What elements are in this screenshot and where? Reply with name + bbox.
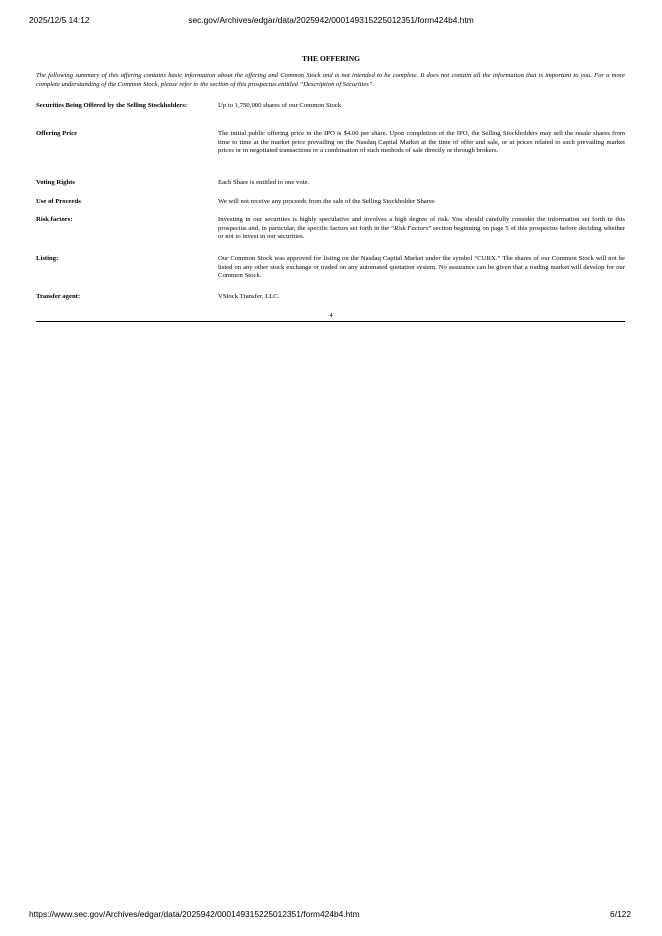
row-value: Each Share is entitled to one vote.: [218, 179, 310, 186]
row-value: [218, 216, 625, 242]
intro-paragraph: The following summary of this offering contains basic information about the offering and Common Stock and is not intended to be complete. It does not contain all the information that is important to you. For a more complete understanding of the Common Stock, please refer to the section of this prospectus entitled “Description of Securities”.: [36, 72, 625, 88]
risk-factors-reference: Risk Factors: [394, 224, 429, 232]
risk-text-before: Investing in our securities is highly speculative and involves a high degree of risk. You should carefully consider the information set forth in this prospectus and, in particular, the specific factors set forth in the “: [218, 216, 625, 232]
risk-text-after: ” section beginning on page 5 of this prospectus before deciding whether or not to invest in our securities.: [218, 224, 625, 241]
row-label: Offering Price: [36, 130, 78, 137]
row-label: Securities Being Offered by the Selling Stockholders:: [36, 102, 188, 109]
print-datetime: 2025/12/5 14:12: [29, 15, 90, 25]
print-footer-url: https://www.sec.gov/Archives/edgar/data/2025942/000149315225012351/form424b4.htm: [29, 909, 360, 919]
row-label: Risk factors:: [36, 216, 73, 223]
row-value: VStock Transfer, LLC.: [218, 293, 280, 300]
row-label: Voting Rights: [36, 179, 75, 186]
row-label: Listing:: [36, 255, 59, 262]
row-value: Our Common Stock was approved for listing on the Nasdaq Capital Market under the symbol “CURX.” The shares of our Common Stock will not be listed on any other stock exchange or traded on any automated quotation system. No assurance can be given that a trading market will develop for our Common Stock.: [218, 255, 625, 280]
row-value: We will not receive any proceeds from the sale of the Selling Stockholder Shares: [218, 198, 435, 205]
row-label: Transfer agent:: [36, 293, 81, 300]
print-page-title: sec.gov/Archives/edgar/data/2025942/000149315225012351/form424b4.htm: [188, 15, 474, 25]
page-divider: [36, 321, 625, 322]
document-page-number: 4: [329, 312, 333, 319]
row-value: The initial public offering price in the IPO is $4.00 per share. Upon completion of the IPO, the Selling Stockholders may sell the resale shares from time to time at the market price prevailing on the Nasdaq Capital Market at the time of offer and sale, or at prices related to such prevailing market prices or in negotiated transactions or a combination of such methods of sale directly or through brokers.: [218, 130, 625, 155]
row-label: Use of Proceeds: [36, 198, 81, 205]
section-title: THE OFFERING: [301, 54, 360, 63]
print-page-counter: 6/122: [610, 909, 631, 919]
row-value: Up to 1,750,000 shares of our Common Stock: [218, 102, 342, 109]
